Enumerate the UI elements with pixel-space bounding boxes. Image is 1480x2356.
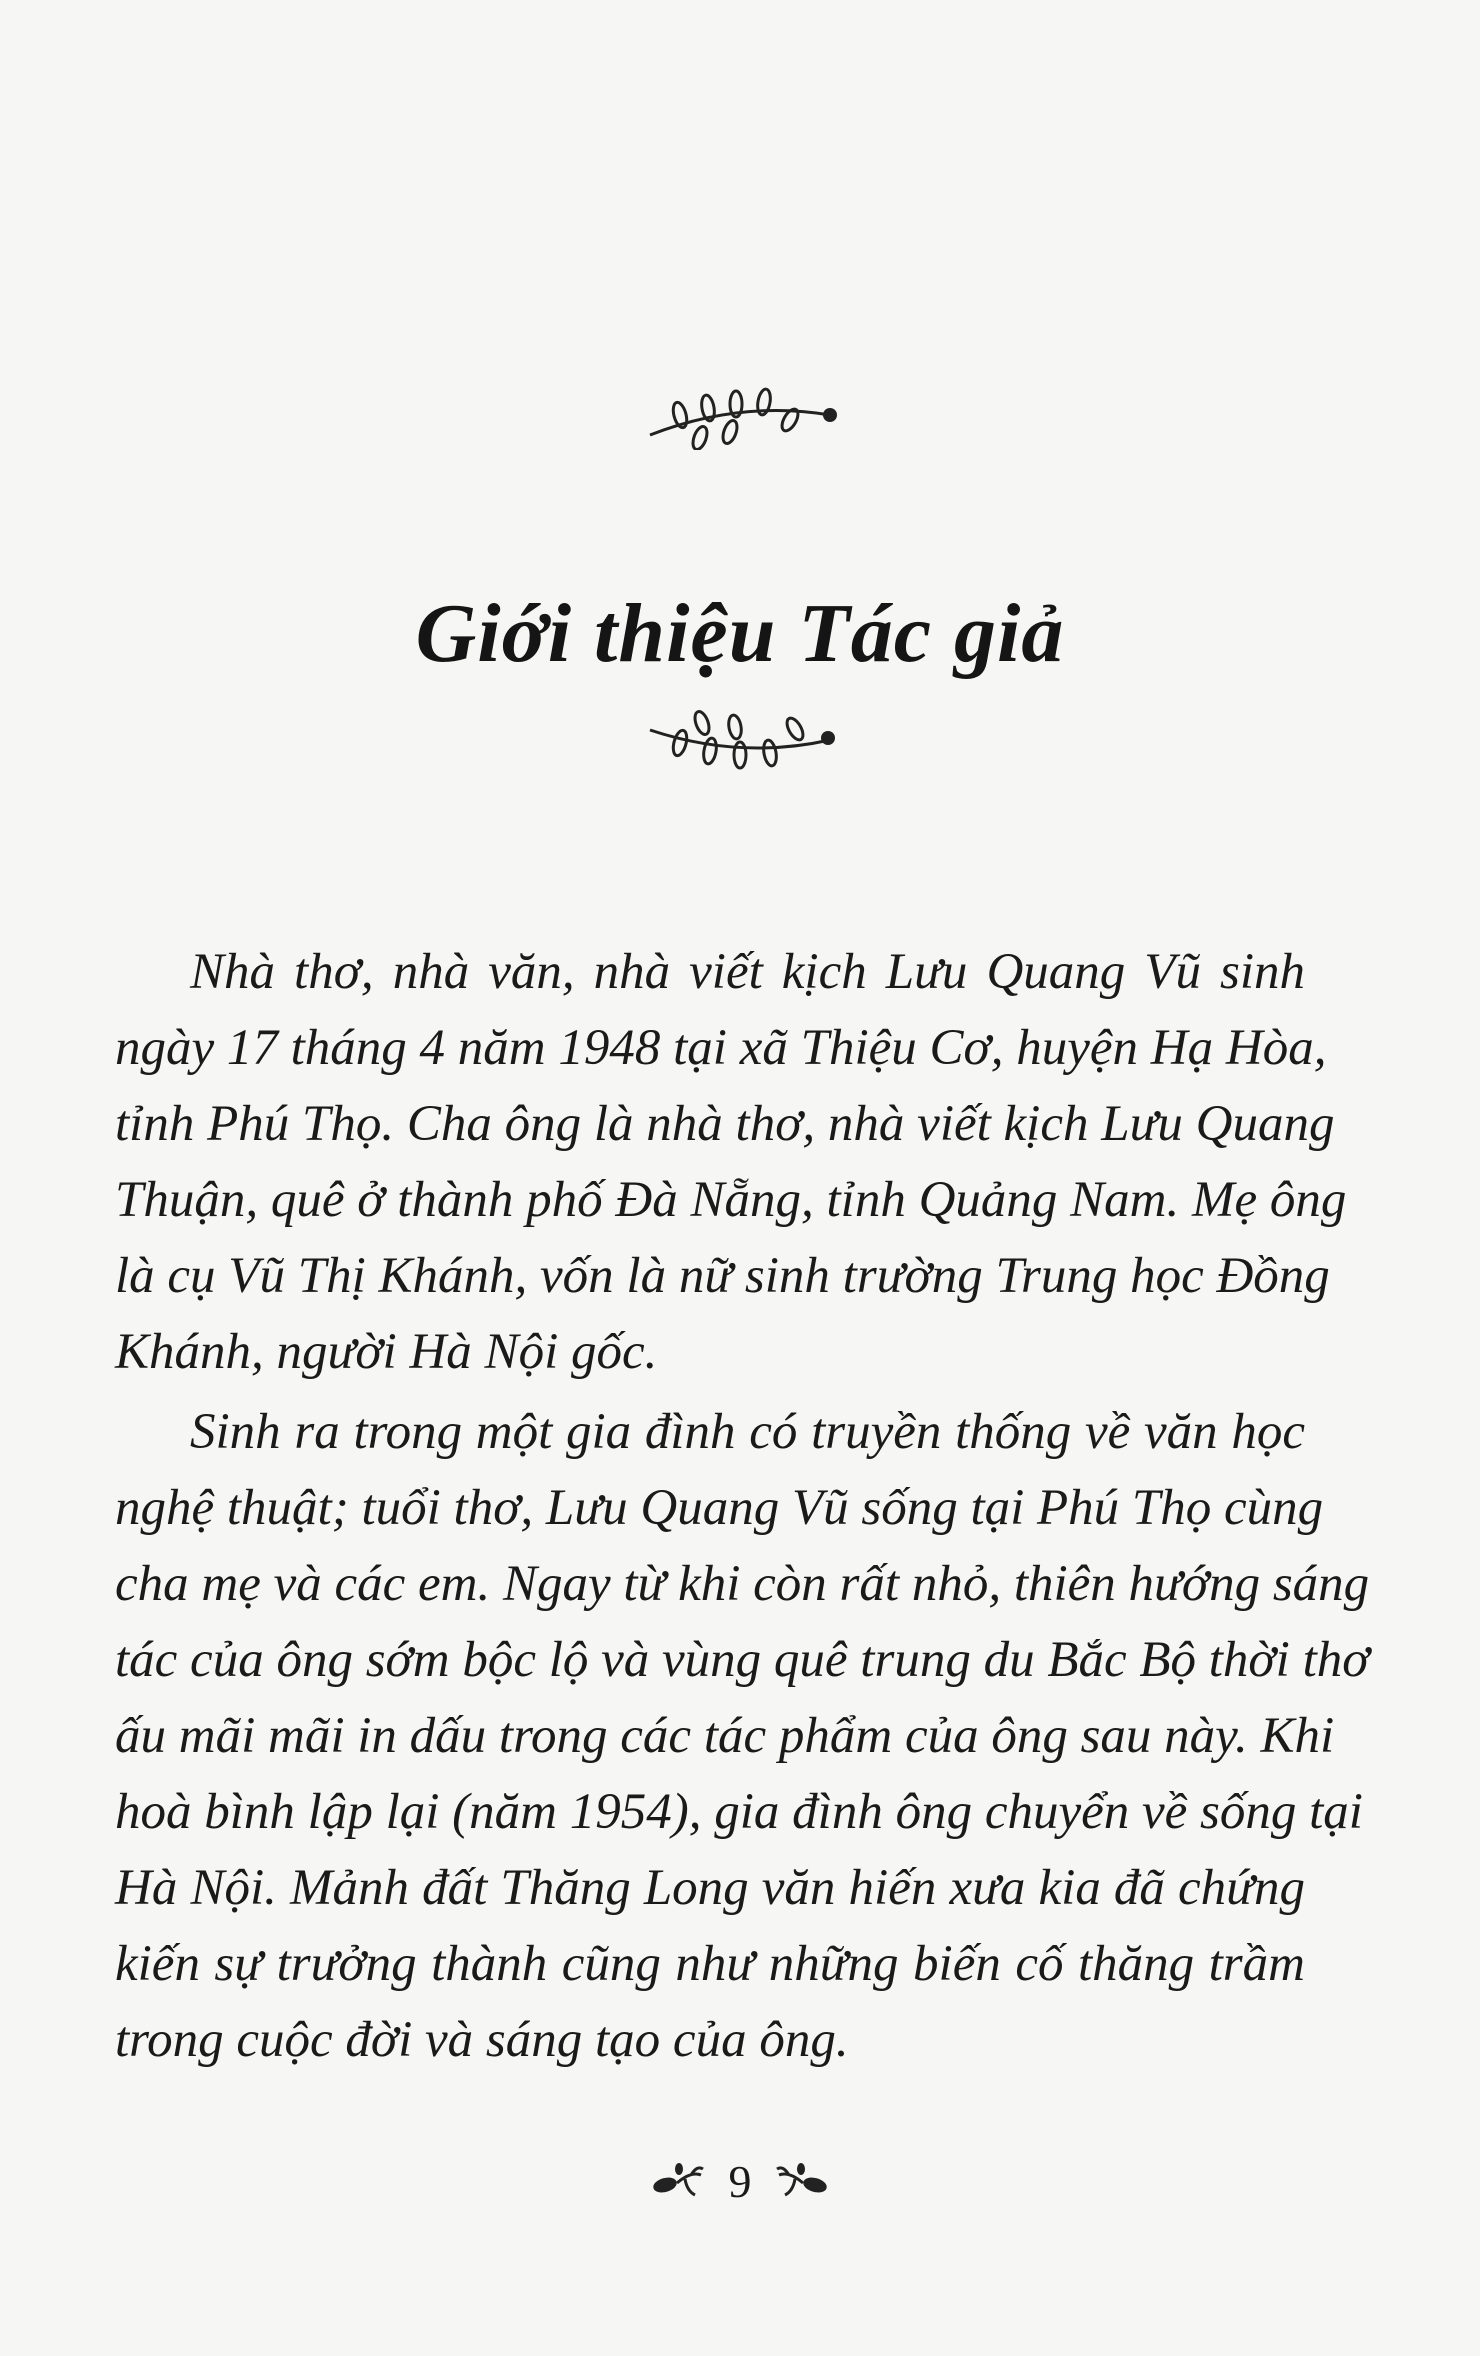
leaf-ornament-icon — [640, 380, 840, 450]
text-line: Nhà thơ, nhà văn, nhà viết kịch Lưu Quang Vũ sinh — [190, 944, 1305, 1000]
text-line: hoà bình lập lại (năm 1954), gia đình ông chuyển về sống tại — [115, 1784, 1363, 1840]
text-line: ấu mãi mãi in dấu trong các tác phẩm của ông sau này. Khi — [115, 1708, 1335, 1764]
text-line: kiến sự trưởng thành cũng như những biến cố thăng trầm — [115, 1936, 1305, 1992]
text-line: trong cuộc đời và sáng tạo của ông. — [115, 2012, 849, 2068]
leaf-ornament-icon — [640, 705, 840, 775]
text-line: Thuận, quê ở thành phố Đà Nẵng, tỉnh Quảng Nam. Mẹ ông — [115, 1172, 1347, 1228]
flourish-right-icon — [773, 2161, 829, 2201]
text-line: cha mẹ và các em. Ngay từ khi còn rất nhỏ, thiên hướng sáng — [115, 1556, 1370, 1612]
paragraph-2 — [115, 1394, 1370, 2078]
paragraph-1 — [115, 934, 1347, 1390]
text-line: Khánh, người Hà Nội gốc. — [115, 1324, 658, 1380]
text-line: Sinh ra trong một gia đình có truyền thống về văn học — [190, 1404, 1305, 1460]
page-number: 9 — [728, 2155, 752, 2207]
page-number-footer — [0, 2150, 1480, 2208]
page-title: Giới thiệu Tác giả — [415, 587, 1065, 680]
text-line: ngày 17 tháng 4 năm 1948 tại xã Thiệu Cơ, huyện Hạ Hòa, — [115, 1020, 1327, 1076]
text-line: tỉnh Phú Thọ. Cha ông là nhà thơ, nhà viết kịch Lưu Quang — [115, 1096, 1335, 1152]
text-line: Hà Nội. Mảnh đất Thăng Long văn hiến xưa kia đã chứng — [115, 1860, 1305, 1916]
text-line: tác của ông sớm bộc lộ và vùng quê trung du Bắc Bộ thời thơ — [115, 1632, 1370, 1688]
text-line: nghệ thuật; tuổi thơ, Lưu Quang Vũ sống tại Phú Thọ cùng — [115, 1480, 1324, 1536]
text-line: là cụ Vũ Thị Khánh, vốn là nữ sinh trường Trung học Đồng — [115, 1248, 1330, 1304]
flourish-left-icon — [651, 2161, 707, 2201]
